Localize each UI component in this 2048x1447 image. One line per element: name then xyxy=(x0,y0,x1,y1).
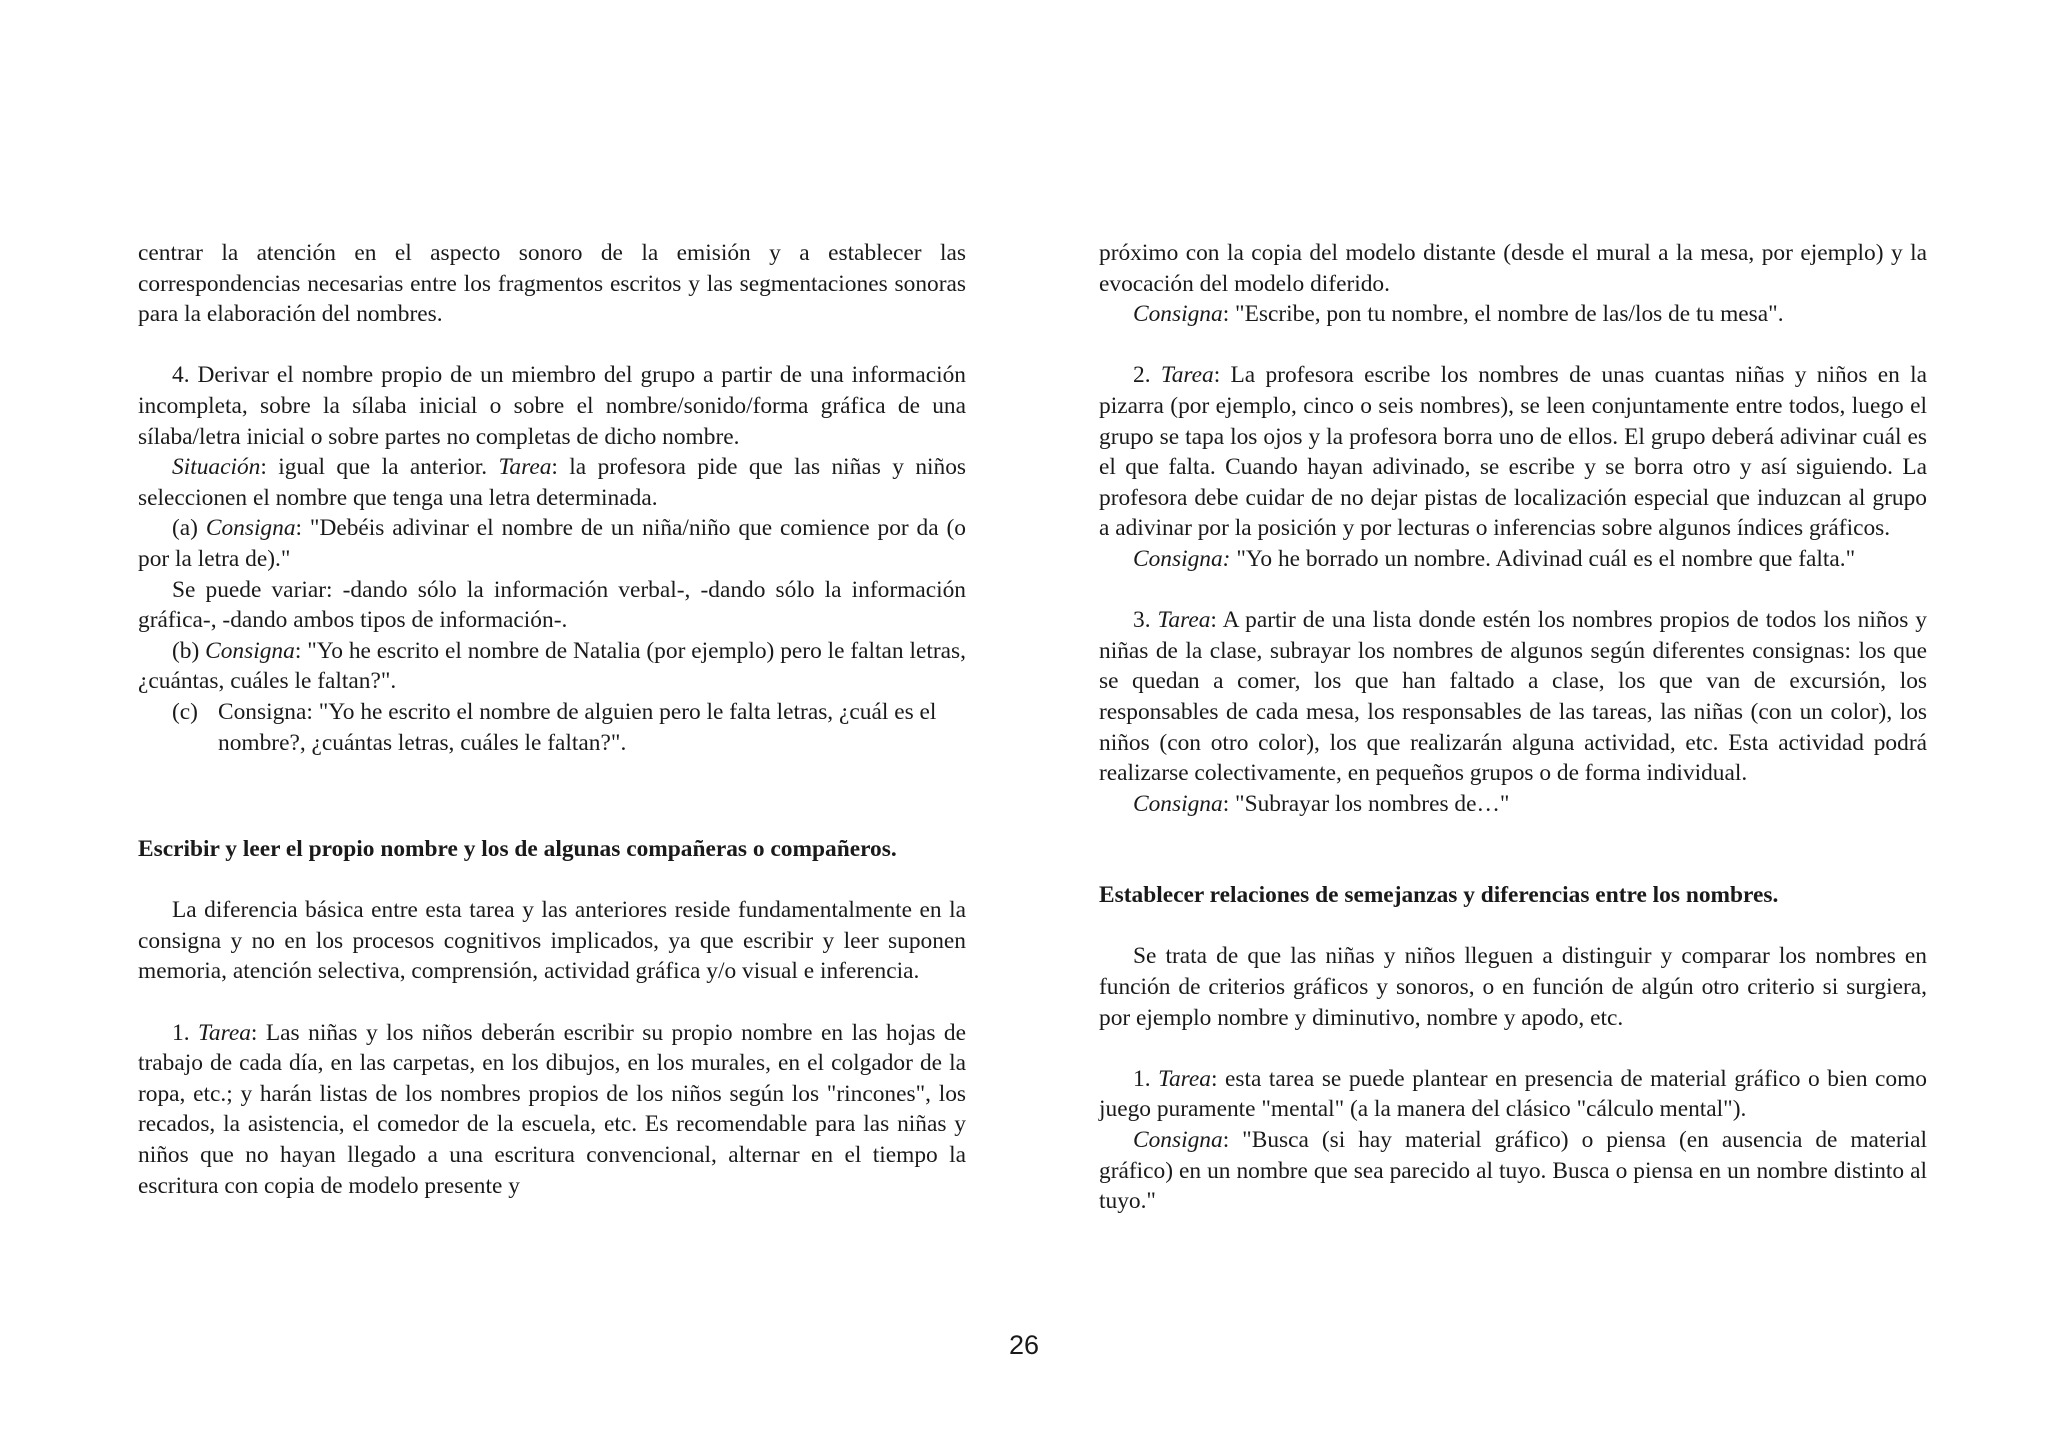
italic-term: Tarea xyxy=(498,454,552,481)
italic-term: Situación xyxy=(172,454,261,481)
text: 3. xyxy=(1133,607,1158,634)
paragraph xyxy=(1099,360,1927,544)
text: : "Escribe, pon tu nombre, el nombre de las/los de tu mesa". xyxy=(1222,301,1784,328)
paragraph xyxy=(1099,605,1927,789)
italic-term: Tarea xyxy=(1158,1065,1211,1092)
italic-term: Tarea xyxy=(1157,607,1211,634)
text: (a) xyxy=(172,515,206,542)
text: "Yo he borrado un nombre. Adivinad cuál es el nombre que falta." xyxy=(1230,545,1856,572)
paragraph xyxy=(138,452,966,513)
italic-term: Consigna xyxy=(205,515,296,542)
section-heading: Establecer relaciones de semejanzas y diferencias entre los nombres. xyxy=(1099,882,1779,909)
paragraph: 4. Derivar el nombre propio de un miembro del grupo a partir de una información incompleta, sobre la sílaba inicial o sobre el nombre/sonido/forma gráfica de una sílaba/letra inicial o sobre partes no completas de dicho nombre. xyxy=(138,362,966,450)
italic-term: Tarea xyxy=(1160,362,1214,389)
text: 1. xyxy=(172,1019,199,1046)
paragraph: La diferencia básica entre esta tarea y las anteriores reside fundamentalmente en la consigna y no en los procesos cognitivos implicados, ya que escribir y leer suponen memoria, atención selectiva, comprensión, actividad gráfica y/o visual e inferencia. xyxy=(138,897,966,985)
paragraph: próximo con la copia del modelo distante (desde el mural a la mesa, por ejemplo) y la evocación del modelo diferido. xyxy=(1099,240,1927,297)
text: : "Debéis adivinar el nombre de un niña/niño que comience por da (o por la letra de)." xyxy=(138,515,966,572)
text: : la profesora pide que las niñas y niños seleccionen el nombre que tenga una letra determinada. xyxy=(138,454,967,511)
italic-term: Tarea xyxy=(198,1019,251,1046)
paragraph xyxy=(138,513,966,574)
italic-term: Consigna xyxy=(205,637,295,664)
text: : "Busca (si hay material gráfico) o piensa (en ausencia de material gráfico) en un nombre que sea parecido al tuyo. Busca o piensa en un nombre distinto al tuyo." xyxy=(1099,1127,1927,1215)
paragraph xyxy=(138,1018,966,1202)
paragraph xyxy=(1099,789,1927,820)
page-number: 26 xyxy=(1008,1330,1040,1360)
text: 1. xyxy=(1133,1065,1159,1092)
italic-term: Consigna xyxy=(1133,790,1223,817)
text: : A partir de una lista donde estén los nombres propios de todos los niños y niñas de la clase, subrayar los nombres de algunos según diferentes consignas: los que se quedan a comer, los que han faltado a clase, los que van de excursión, los responsables de cada mesa, los responsables de las tareas, las niñas (con un color), los niños (con otro color), los que realizarán alguna actividad, etc. Esta actividad podrá realizarse colectivamente, en pequeños grupos o de forma individual. xyxy=(1099,607,1928,787)
text: : "Yo he escrito el nombre de Natalia (por ejemplo) pero le faltan letras, ¿cuántas, cuáles le faltan?". xyxy=(138,637,966,695)
paragraph xyxy=(138,636,966,697)
paragraph xyxy=(1099,1064,1927,1125)
text: (b) xyxy=(172,637,206,664)
italic-term: Consigna: xyxy=(1133,545,1231,572)
text: : La profesora escribe los nombres de unas cuantas niñas y niños en la pizarra (por ejemplo, cinco o seis nombres), se leen conjuntamente entre todos, luego el grupo se tapa los ojos y la profesora borra uno de ellos. El grupo deberá adivinar cuál es el que falta. Cuando hayan adivinado, se escribe y se borra otro y así siguiendo. La profesora debe cuidar de no dejar pistas de localización especial que induzcan al grupo a adivinar por la posición y por lecturas o inferencias sobre algunos índices gráficos. xyxy=(1099,362,1927,542)
right-column xyxy=(1099,238,1927,1217)
text: : "Subrayar los nombres de…" xyxy=(1222,790,1510,817)
text: : igual que la anterior. xyxy=(260,454,499,481)
paragraph: Se trata de que las niñas y niños lleguen a distinguir y comparar los nombres en función de criterios gráficos y sonoros, o en función de algún otro criterio si surgiera, por ejemplo nombre y diminutivo, nombre y apodo, etc. xyxy=(1099,943,1927,1031)
paragraph: centrar la atención en el aspecto sonoro de la emisión y a establecer las correspondencias necesarias entre los fragmentos escritos y las segmentaciones sonoras para la elaboración del nombres. xyxy=(138,240,966,328)
text: : Las niñas y los niños deberán escribir su propio nombre en las hojas de trabajo de cada día, en las carpetas, en los dibujos, en los murales, en el colgador de la ropa, etc.; y harán listas de los nombres propios de los niños según los "rincones", los recados, la asistencia, el comedor de la escuela, etc. Es recomendable para las niñas y niños que no hayan llegado a una escritura convencional, alternar en el tiempo la escritura con copia de modelo presente y xyxy=(138,1019,966,1199)
list-label: (c) xyxy=(172,698,198,725)
list-item xyxy=(138,697,966,758)
list-text: Consigna: "Yo he escrito el nombre de alguien pero le falta letras, ¿cuál es el nombre?, ¿cuántas letras, cuáles le faltan?". xyxy=(218,698,937,756)
text: 2. xyxy=(1133,362,1161,389)
left-column xyxy=(138,238,966,1201)
paragraph: Se puede variar: -dando sólo la información verbal-, -dando sólo la información gráfica-, -dando ambos tipos de información-. xyxy=(138,576,966,634)
text: : esta tarea se puede plantear en presencia de material gráfico o bien como juego puramente "mental" (a la manera del clásico "cálculo mental"). xyxy=(1099,1065,1928,1123)
italic-term: Consigna xyxy=(1133,301,1223,328)
italic-term: Consigna xyxy=(1133,1127,1223,1154)
paragraph xyxy=(1099,299,1927,330)
paragraph xyxy=(1099,544,1927,575)
paragraph xyxy=(1099,1125,1927,1217)
section-heading: Escribir y leer el propio nombre y los de algunas compañeras o compañeros. xyxy=(138,836,897,863)
